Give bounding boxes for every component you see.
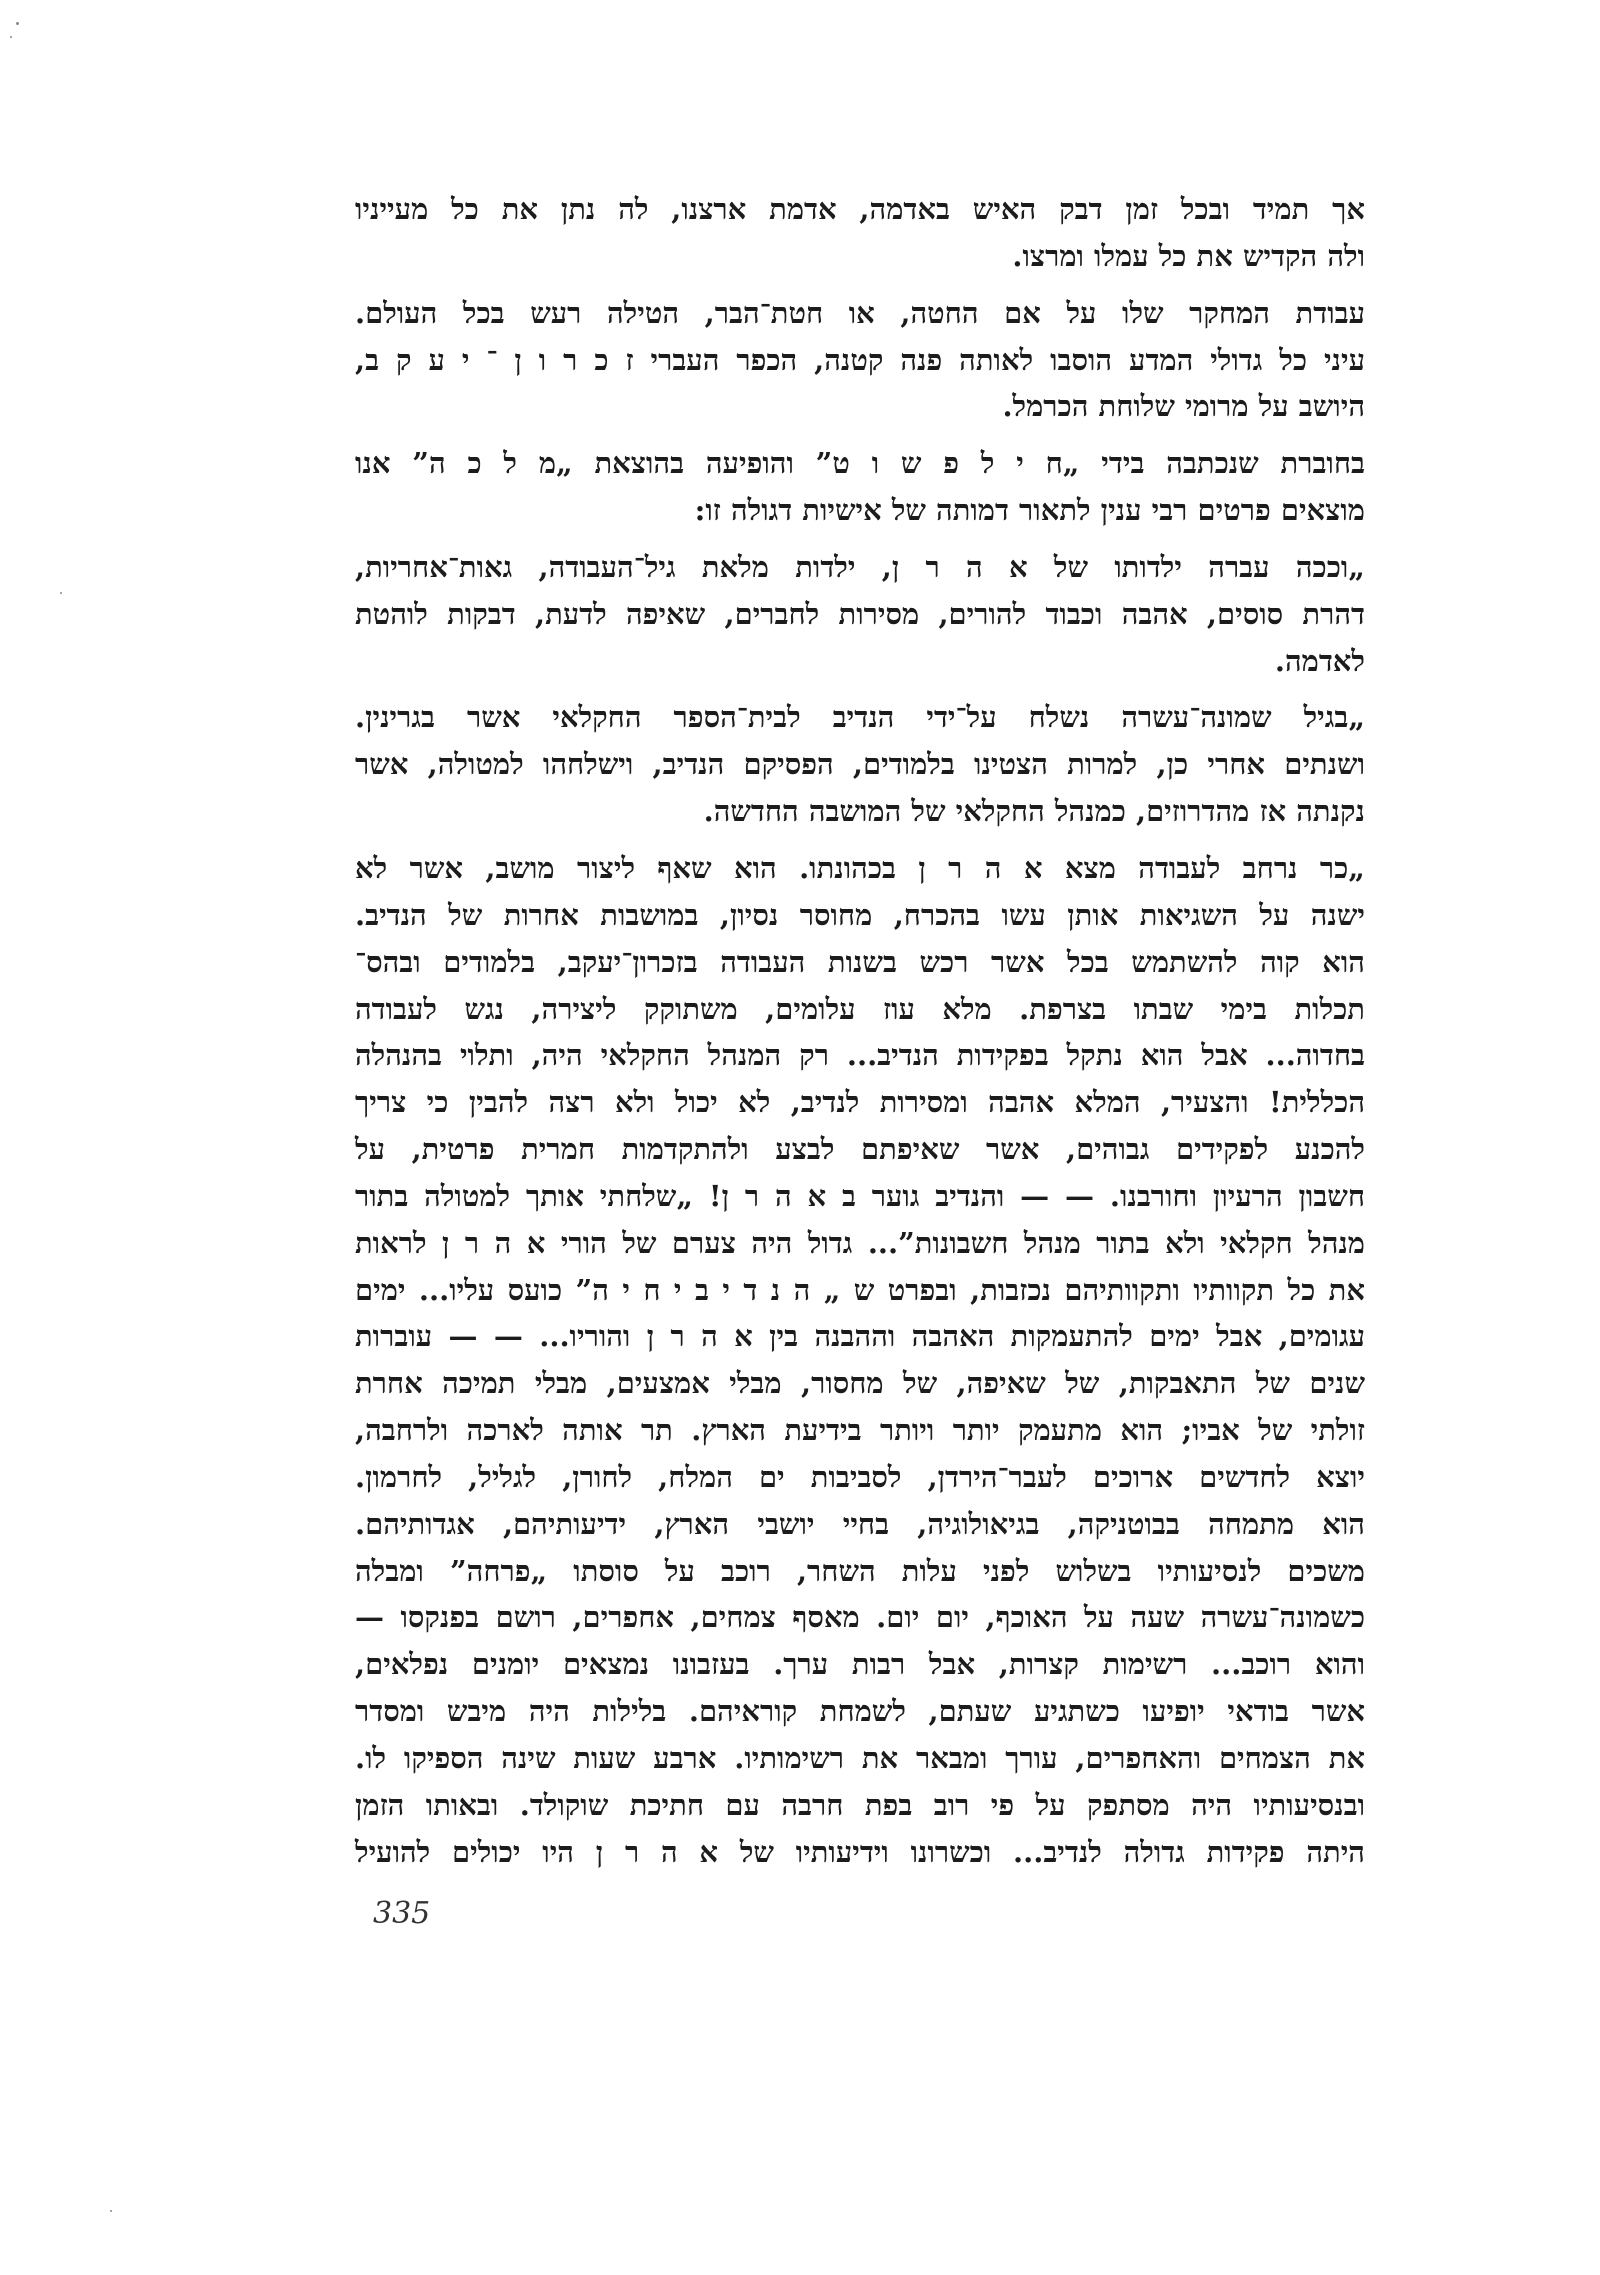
text-line: נקנתה אז מהדרוזים, כמנהל החקלאי של המושבה החדשה. xyxy=(703,794,1365,829)
text-line: חשבון הרעיון וחורבנו. — — והנדיב גוער ב א ה ר ן! „שלחתי אותך למטולה בתור xyxy=(355,1178,1365,1213)
text-line: בחוברת שנכתבה בידי „ח י ל פ ש ו ט” והופיעה בהוצאת „מ ל כ ה” אנו xyxy=(355,446,1365,481)
text-line: היושב על מרומי שלוחת הכרמל. xyxy=(1002,389,1365,424)
page-number: 335 xyxy=(373,1896,431,1931)
text-line: ישנה על השגיאות אותן עשו בהכרח, מחוסר נסיון, במושבות אחרות של הנדיב. xyxy=(355,897,1365,932)
page-body-text xyxy=(355,186,1365,1876)
text-line: עבודת המחקר שלו על אם החטה, או חטת־הבר, הטילה רעש בכל העולם. xyxy=(355,295,1365,330)
scan-speck xyxy=(60,592,62,594)
scan-speck xyxy=(16,22,19,25)
text-line: כשמונה־עשרה שעה על האוכף, יום יום. מאסף צמחים, אחפרים, רושם בפנקסו — xyxy=(355,1600,1365,1635)
text-line: והוא רוכב... רשימות קצרות, אבל רבות ערך. בעזבונו נמצאים יומנים נפלאים, xyxy=(355,1647,1365,1682)
text-line: היתה פקידות גדולה לנדיב... וכשרונו וידיעותיו של א ה ר ן היו יכולים להועיל xyxy=(355,1834,1365,1869)
text-line: „וככה עברה ילדותו של א ה ר ן, ילדות מלאת גיל־העבודה, גאות־אחריות, xyxy=(355,549,1365,584)
text-line: מוצאים פרטים רבי ענין לתאור דמותה של אישיות דגולה זו: xyxy=(694,493,1365,528)
text-line: ובנסיעותיו היה מסתפק על פי רוב בפת חרבה עם חתיכת שוקולד. ובאותו הזמן xyxy=(355,1787,1365,1822)
text-line: בחדוה... אבל הוא נתקל בפקידות הנדיב... רק המנהל החקלאי היה, ותלוי בהנהלה xyxy=(355,1038,1365,1073)
text-line: את כל תקוותיו ותקוותיהם נכזבות, ובפרט ש „ ה נ ד י ב י ח י ה” כועס עליו... ימים xyxy=(355,1272,1365,1307)
text-line: זולתי של אביו; הוא מתעמק יותר ויותר בידיעת הארץ. תר אותה לארכה ולרחבה, xyxy=(355,1413,1365,1448)
text-line: עגומים, אבל ימים להתעמקות האהבה וההבנה בין א ה ר ן והוריו... — — עוברות xyxy=(355,1319,1365,1354)
text-line: לאדמה. xyxy=(1274,643,1365,678)
text-line: הכללית! והצעיר, המלא אהבה ומסירות לנדיב, לא יכול ולא רצה להבין כי צריך xyxy=(355,1085,1365,1120)
text-line: עיני כל גדולי המדע הוסבו לאותה פנה קטנה, הכפר העברי ז כ ר ו ן ־ י ע ק ב, xyxy=(355,342,1365,377)
text-line: דהרת סוסים, אהבה וכבוד להורים, מסירות לחברים, שאיפה לדעת, דבקות לוהטת xyxy=(355,596,1365,631)
scan-speck xyxy=(110,2210,112,2212)
scan-speck xyxy=(10,36,12,38)
text-line: ולה הקדיש את כל עמלו ומרצו. xyxy=(1012,238,1365,273)
text-line: שנים של התאבקות, של שאיפה, של מחסור, מבלי אמצעים, מבלי תמיכה אחרת xyxy=(355,1366,1365,1401)
text-line: את הצמחים והאחפרים, עורך ומבאר את רשימותיו. ארבע שעות שינה הספיקו לו. xyxy=(355,1741,1365,1775)
text-line: אשר בודאי יופיעו כשתגיע שעתם, לשמחת קוראיהם. בלילות היה מיבש ומסדר xyxy=(355,1694,1365,1729)
text-line: הוא מתמחה בבוטניקה, בגיאולוגיה, בחיי יושבי הארץ, ידיעותיהם, אגדותיהם. xyxy=(355,1506,1365,1541)
text-line: משכים לנסיעותיו בשלוש לפני עלות השחר, רוכב על סוסתו „פרחה” ומבלה xyxy=(355,1553,1365,1588)
text-line: אך תמיד ובכל זמן דבק האיש באדמה, אדמת ארצנו, לה נתן את כל מעייניו xyxy=(355,192,1365,226)
text-line: תכלות בימי שבתו בצרפת. מלא עוז עלומים, משתוקק ליצירה, נגש לעבודה xyxy=(355,991,1365,1026)
text-line: הוא קוה להשתמש בכל אשר רכש בשנות העבודה בזכרון־יעקב, בלמודים ובהס־ xyxy=(355,944,1365,979)
text-line: יוצא לחדשים ארוכים לעבר־הירדן, לסביבות ים המלח, לחורן, לגליל, לחרמון. xyxy=(355,1459,1365,1494)
text-line: להכנע לפקידים גבוהים, אשר שאיפתם לבצע ולהתקדמות חמרית פרטית, על xyxy=(355,1132,1365,1167)
text-line: „כר נרחב לעבודה מצא א ה ר ן בכהונתו. הוא שאף ליצור מושב, אשר לא xyxy=(355,850,1365,885)
text-line: „בגיל שמונה־עשרה נשלח על־ידי הנדיב לבית־הספר החקלאי אשר בגרינין. xyxy=(355,700,1365,735)
text-line: ושנתים אחרי כן, למרות הצטינו בלמודים, הפסיקם הנדיב, וישלחהו למטולה, אשר xyxy=(355,747,1365,782)
text-line: מנהל חקלאי ולא בתור מנהל חשבונות”... גדול היה צערם של הורי א ה ר ן לראות xyxy=(355,1225,1365,1260)
